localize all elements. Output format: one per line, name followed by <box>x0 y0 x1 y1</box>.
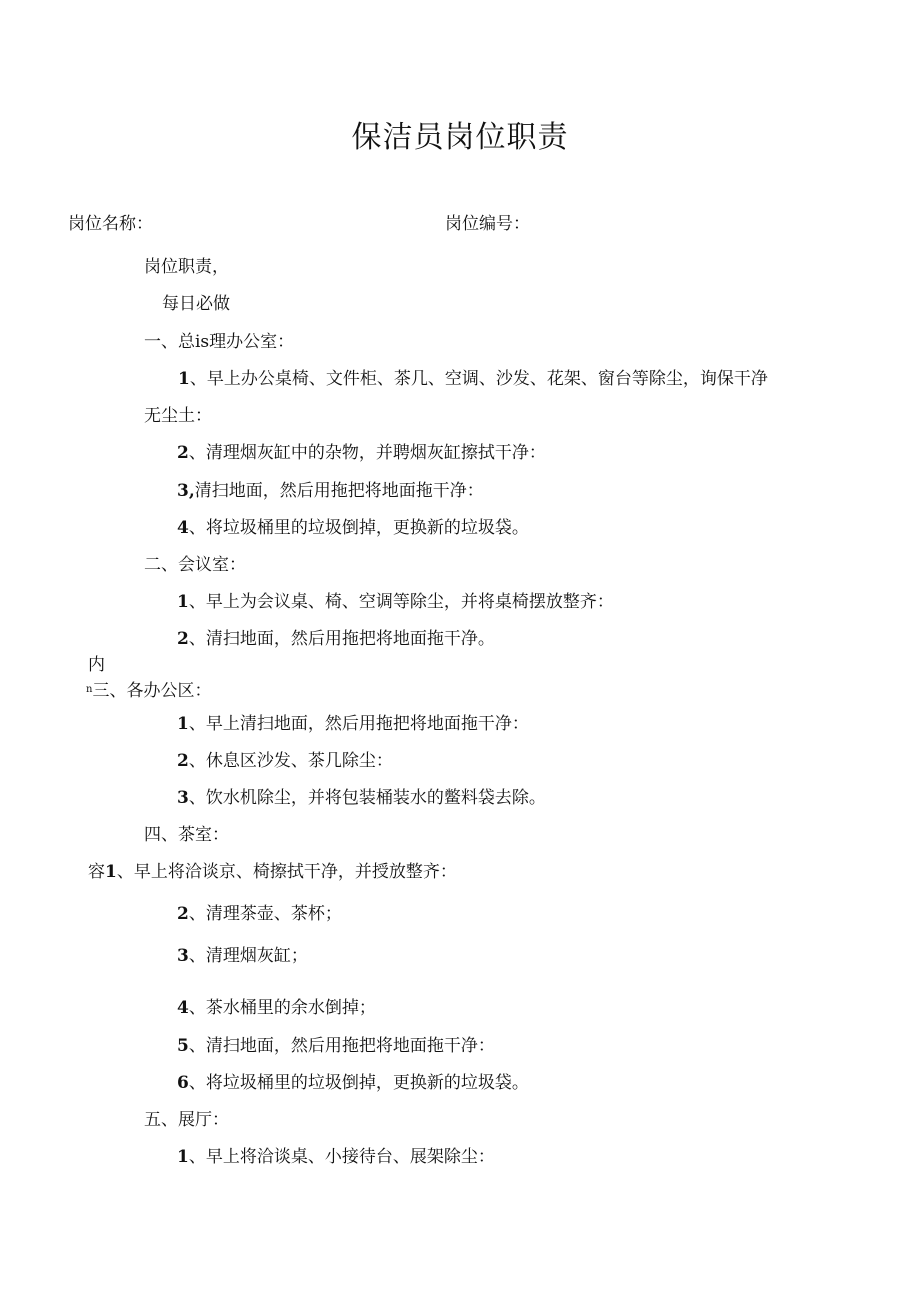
item-text: 、将垃圾桶里的垃圾倒掉，更换新的垃圾袋。 <box>188 518 529 538</box>
item-text: 、早上清扫地面，然后用拖把将地面拖干净： <box>188 714 529 734</box>
item-number: 1 <box>178 369 190 389</box>
list-item <box>177 1146 495 1168</box>
section-heading: 五、展厅： <box>144 1110 229 1130</box>
item-number: 1 <box>177 714 189 734</box>
item-number: 2 <box>177 904 189 924</box>
item-text: 、休息区沙发、茶几除尘： <box>188 751 393 771</box>
item-continuation: 无尘土： <box>144 406 212 426</box>
item-text: 、清理烟灰缸中的杂物，并聘烟灰缸擦拭干净： <box>188 443 546 463</box>
list-item <box>177 628 495 650</box>
item-text: 、清理茶壶、茶杯； <box>188 904 342 924</box>
list-item <box>177 750 393 772</box>
section-heading: 一、总is理办公室： <box>144 332 295 352</box>
section-heading: 四、茶室： <box>144 825 229 845</box>
item-number: 4 <box>177 998 189 1018</box>
side-mark-rong: 容 <box>88 862 105 882</box>
document-title: 保洁员岗位职责 <box>351 120 569 155</box>
list-item <box>177 945 308 967</box>
list-item <box>177 1072 529 1094</box>
list-item <box>177 591 614 613</box>
side-mark-nei: 内 <box>88 655 105 675</box>
position-code-label: 岗位编号： <box>445 214 530 234</box>
section-heading-row <box>86 679 211 702</box>
item-number: 1 <box>105 862 117 882</box>
item-text: 、清扫地面，然后用拖把将地面拖干净： <box>188 1036 495 1056</box>
item-text: 、早上将洽谈桌、小接待台、展架除尘： <box>188 1147 495 1167</box>
item-number: 2 <box>177 443 189 463</box>
list-item <box>177 903 342 925</box>
duties-heading: 岗位职责， <box>144 257 229 277</box>
list-item <box>88 861 457 883</box>
item-number: 1 <box>177 1147 189 1167</box>
item-number: 3 <box>177 946 189 966</box>
list-item <box>178 368 768 390</box>
list-item <box>177 442 546 464</box>
item-text: 、早上将洽谈京、椅擦拭干净，并授放整齐： <box>116 862 457 882</box>
item-text: 、茶水桶里的余水倒掉； <box>188 998 376 1018</box>
item-text: 、早上办公桌椅、文件柜、茶几、空调、沙发、花架、窗台等除尘，询保干净 <box>189 369 768 389</box>
list-item <box>177 997 376 1019</box>
item-number: 3, <box>177 481 195 501</box>
item-number: 5 <box>177 1036 189 1056</box>
item-number: 2 <box>177 629 189 649</box>
list-item <box>177 787 546 809</box>
item-number: 2 <box>177 751 189 771</box>
list-item <box>177 713 529 735</box>
side-mark-n: n <box>86 684 93 695</box>
item-number: 3 <box>177 788 189 808</box>
item-text: 、清理烟灰缸； <box>188 946 308 966</box>
list-item <box>177 517 529 539</box>
daily-heading: 每日必做 <box>162 294 230 314</box>
position-name-label: 岗位名称： <box>68 214 153 234</box>
list-item <box>177 480 484 502</box>
item-number: 4 <box>177 518 189 538</box>
item-number: 6 <box>177 1073 189 1093</box>
item-text: 、清扫地面，然后用拖把将地面拖干净。 <box>188 629 495 649</box>
section-heading: 二、会议室： <box>144 555 246 575</box>
item-text: 、饮水机除尘，并将包装桶装水的鳖料袋去除。 <box>188 788 546 808</box>
section-heading: 三、各办公区： <box>92 681 212 701</box>
item-number: 1 <box>177 592 189 612</box>
item-text: 、早上为会议桌、椅、空调等除尘，并将桌椅摆放整齐： <box>188 592 614 612</box>
list-item <box>177 1035 495 1057</box>
item-text: 清扫地面，然后用拖把将地面拖干净： <box>194 481 484 501</box>
item-text: 、将垃圾桶里的垃圾倒掉，更换新的垃圾袋。 <box>188 1073 529 1093</box>
